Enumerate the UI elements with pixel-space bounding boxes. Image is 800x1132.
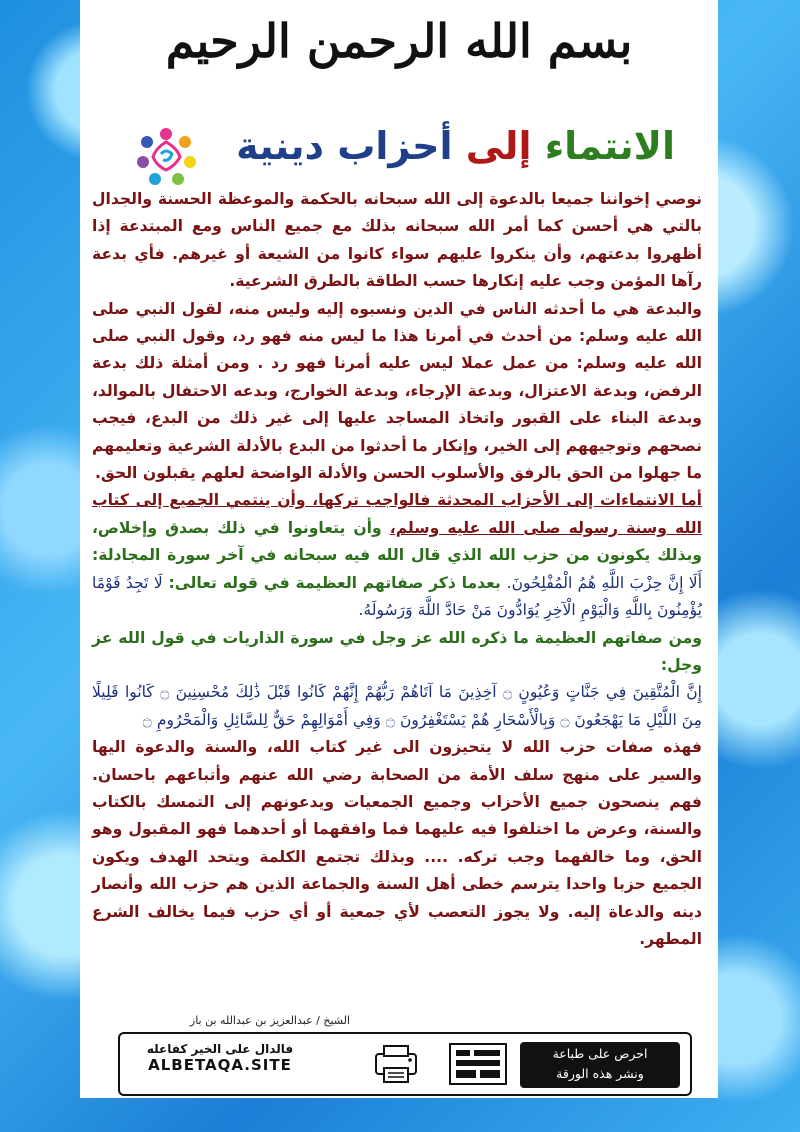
- footer-site-link[interactable]: ALBETAQA.SITE: [148, 1056, 292, 1074]
- paragraph-3-underlined: أما الانتماءات إلى الأحزاب المحدثة فالواجب تركها، وأن ينتمي الجميع إلى كتاب الله وسنة رسوله صلى الله عليه وسلم،: [92, 491, 702, 537]
- paragraph-3-continued: وأن يتعاونوا في ذلك بصدق وإخلاص، وبذلك يكونون من حزب الله الذي قال الله فيه سبحانه في آخر سورة المجادلة:: [92, 518, 702, 565]
- paragraph-3: [92, 487, 702, 624]
- verse-mujadila-1: أَلَا إِنَّ حِزْبَ اللَّهِ هُمُ الْمُفْلِحُونَ.: [506, 573, 703, 592]
- paragraph-4: ومن صفاتهم العظيمة ما ذكره الله عز وجل في سورة الذاريات في قول الله عز وجل:: [92, 628, 702, 674]
- footer-print-notice: [520, 1042, 680, 1088]
- paragraph-2: والبدعة هي ما أحدثه الناس في الدين ونسبوه إليه وليس منه، لقول النبي صلى الله عليه وسلم: من أحدث في أمرنا هذا ما ليس منه فهو رد، وقول النبي صلى الله عليه وسلم: من عمل عملا ليس عليه أمرنا فهو رد . ومن أمثلة ذلك بدعة الرفض، وبدعة الاعتزال، وبدعة الإرجاء، وبدعة الخوارج، وبدعه الاحتفال بالموالد، وبدعة البناء على القبور واتخاذ المساجد عليها إلى غير ذلك من البدع، فيجب نصحهم وتوجيههم إلى الخير، وإنكار ما أحدثوا من البدع بالأدلة الشرعية وتعليمهم ما جهلوا من الحق بالرفق والأسلوب الحسن والأدلة الواضحة لعلهم يقبلون الحق.: [92, 299, 702, 483]
- footer-print-line-1: احرص على طباعة: [552, 1046, 648, 1061]
- footer-site-block: [130, 1042, 310, 1086]
- title-word-3: أحزاب دينية: [236, 124, 453, 168]
- dawah-paper-logo-icon: [368, 1040, 518, 1088]
- title-row: [95, 118, 705, 190]
- paragraph-1: نوصي إخواننا جميعا بالدعوة إلى الله سبحانه بالحكمة والموعظة الحسنة والجدال بالتي هي أحسن كما أمر الله سبحانه بذلك مع جميع الناس ومع المبتدعة إذا أظهروا بدعتهم، وأن ينكروا عليهم سواء كانوا من الشيعة أو غيرهم. فأي بدعة رآها المؤمن وجب عليه إنكارها حسب الطاقة بالطرق الشرعية.: [92, 190, 702, 291]
- verse-dhariyat: إِنَّ الْمُتَّقِينَ فِي جَنَّاتٍ وَعُيُونٍ ۝ آخِذِينَ مَا آتَاهُمْ رَبُّهُمْ إِنَّهُمْ كَانُوا قَبْلَ ذَٰلِكَ مُحْسِنِينَ ۝ كَانُوا قَلِيلًا مِنَ اللَّيْلِ مَا يَهْجَعُونَ ۝ وَبِالْأَسْحَارِ هُمْ يَسْتَغْفِرُونَ ۝ وَفِي أَمْوَالِهِمْ حَقٌّ لِلسَّائِلِ وَالْمَحْرُومِ ۝: [92, 683, 702, 729]
- title-word-1: الانتماء: [544, 124, 675, 168]
- footer-proverb: فالدال على الخير كفاعله: [146, 1042, 294, 1056]
- article-body: [92, 186, 702, 1016]
- footer-print-line-2: ونشر هذه الورقة: [556, 1066, 644, 1081]
- basmala-calligraphy: بسم الله الرحمن الرحيم: [165, 14, 633, 68]
- colorful-people-logo-icon: [135, 126, 197, 188]
- paragraph-5: فهذه صفات حزب الله لا يتحيزون الى غير كتاب الله، والسنة والدعوة اليها والسير على منهج سلف الأمة من الصحابة رضي الله عنهم وأتباعهم باحسان. فهم ينصحون جميع الأحزاب وجميع الجمعيات ويدعونهم إلى التمسك بالكتاب والسنة، وعرض ما اختلفوا فيه عليهما فما وافقهما أو أحدهما فهو المقبول وهو الحق، وما خالفهما وجب تركه. .... وبذلك تجتمع الكلمة ويتحد الهدف ويكون الجميع حزبا واحدا يترسم خطى أهل السنة والجماعة الذين هم حزب الله وأنصار دينه والدعاة إليه. ولا يجوز التعصب لأي جمعية أو أي حزب فيما يخالف الشرع المطهر.: [92, 738, 702, 948]
- verse-mujadila-2: لَا تَجِدُ قَوْمًا يُؤْمِنُونَ بِاللَّهِ وَالْيَوْمِ الْآخِرِ يُوَادُّونَ مَنْ حَادَّ اللَّهَ وَرَسُولَهُ.: [92, 573, 702, 620]
- paragraph-3-after-verse: بعدما ذكر صفاتهم العظيمة في قوله تعالى:: [168, 573, 507, 592]
- page-title: [236, 124, 675, 168]
- footer-banner: [118, 1032, 692, 1096]
- author-attribution: الشيخ / عبدالعزيز بن عبدالله بن باز: [189, 1014, 350, 1027]
- title-word-2: إلى: [465, 124, 532, 168]
